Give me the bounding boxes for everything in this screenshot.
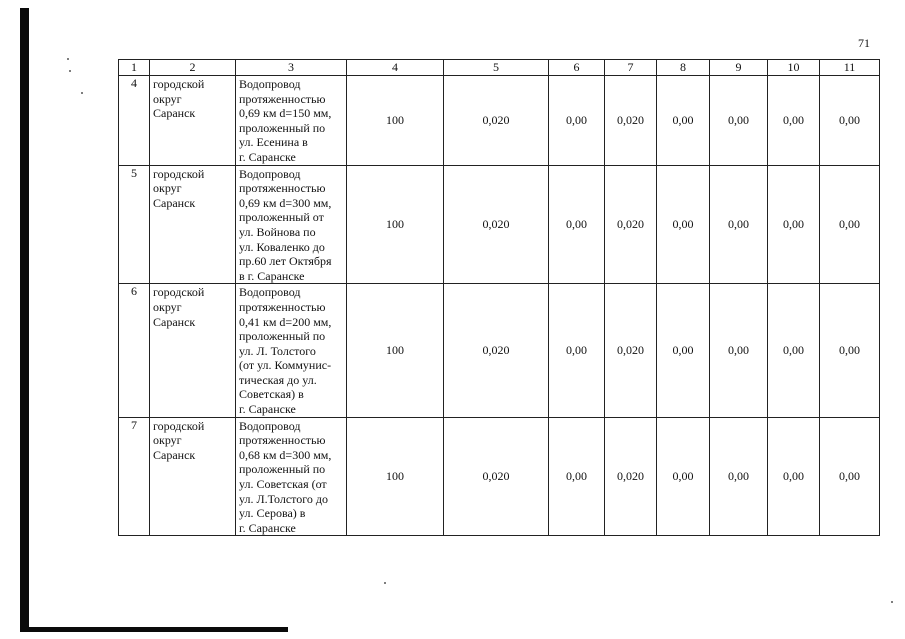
value-cell: 0,00 xyxy=(820,284,880,417)
row-number: 5 xyxy=(119,165,150,284)
value-cell: 0,020 xyxy=(444,76,549,166)
description-line: в г. Саранске xyxy=(239,268,305,283)
value-cell: 100 xyxy=(347,417,444,536)
header-cell: 3 xyxy=(236,60,347,76)
scan-speck xyxy=(69,70,71,72)
description-line: г. Саранске xyxy=(239,149,296,164)
region-cell xyxy=(150,76,236,166)
description-line: 0,41 км d=200 мм, xyxy=(239,314,332,329)
header-cell: 9 xyxy=(710,60,768,76)
description-line: ул. Коваленко до xyxy=(239,239,325,254)
row-number: 7 xyxy=(119,417,150,536)
description-line: 0,68 км d=300 мм, xyxy=(239,447,332,462)
header-cell: 1 xyxy=(119,60,150,76)
description-line: Водопровод xyxy=(239,77,301,91)
value-cell: 0,020 xyxy=(605,76,657,166)
header-cell: 11 xyxy=(820,60,880,76)
table-body xyxy=(119,76,880,536)
value-cell: 0,00 xyxy=(710,417,768,536)
region-line: Саранск xyxy=(153,106,196,121)
description-line: г. Саранске xyxy=(239,520,296,535)
value-cell: 0,00 xyxy=(820,165,880,284)
description-line: (от ул. Коммунис- xyxy=(239,358,332,373)
header-cell: 7 xyxy=(605,60,657,76)
description-line: протяженностью xyxy=(239,299,326,314)
description-line: г. Саранске xyxy=(239,402,296,417)
scan-speck xyxy=(891,601,893,603)
description-line: ул. Войнова по xyxy=(239,224,316,239)
value-cell: 100 xyxy=(347,284,444,417)
description-line: проложенный по xyxy=(239,329,326,344)
data-table xyxy=(118,59,880,536)
value-cell: 0,00 xyxy=(768,417,820,536)
value-cell: 0,020 xyxy=(605,165,657,284)
scan-speck xyxy=(81,92,83,94)
value-cell: 0,00 xyxy=(768,165,820,284)
value-cell: 0,020 xyxy=(444,417,549,536)
header-cell: 6 xyxy=(549,60,605,76)
description-line: ул. Советская (от xyxy=(239,477,327,492)
description-line: проложенный по xyxy=(239,120,326,135)
description-line: ул. Л.Толстого до xyxy=(239,491,328,506)
region-cell xyxy=(150,284,236,417)
description-line: ул. Л. Толстого xyxy=(239,343,316,358)
value-cell: 0,00 xyxy=(657,165,710,284)
description-cell xyxy=(236,284,347,417)
value-cell: 0,00 xyxy=(549,284,605,417)
region-line: Саранск xyxy=(153,447,196,462)
region-line: округ xyxy=(153,299,182,314)
description-cell xyxy=(236,76,347,166)
scan-edge-left xyxy=(20,8,29,632)
value-cell: 0,00 xyxy=(820,76,880,166)
table-row xyxy=(119,417,880,536)
region-cell xyxy=(150,417,236,536)
region-line: округ xyxy=(153,433,182,448)
region-line: городской xyxy=(153,166,205,181)
description-line: ул. Есенина в xyxy=(239,135,308,150)
description-line: проложенный от xyxy=(239,210,324,225)
description-line: протяженностью xyxy=(239,433,326,448)
description-line: проложенный по xyxy=(239,462,326,477)
description-line: 0,69 км d=150 мм, xyxy=(239,106,332,121)
value-cell: 100 xyxy=(347,165,444,284)
value-cell: 0,00 xyxy=(710,76,768,166)
page-number: 71 xyxy=(858,36,870,50)
scan-edge-bottom xyxy=(20,627,288,632)
header-row xyxy=(119,60,880,76)
region-line: городской xyxy=(153,285,205,300)
value-cell: 0,00 xyxy=(710,165,768,284)
region-line: Саранск xyxy=(153,195,196,210)
header-cell: 10 xyxy=(768,60,820,76)
scan-speck xyxy=(384,582,386,584)
region-line: городской xyxy=(153,77,205,91)
description-cell xyxy=(236,165,347,284)
description-line: ул. Серова) в xyxy=(239,506,306,521)
region-cell xyxy=(150,165,236,284)
row-number: 4 xyxy=(119,76,150,166)
header-cell: 4 xyxy=(347,60,444,76)
description-line: тическая до ул. xyxy=(239,372,317,387)
description-line: 0,69 км d=300 мм, xyxy=(239,195,332,210)
value-cell: 0,00 xyxy=(820,417,880,536)
value-cell: 0,00 xyxy=(657,76,710,166)
value-cell: 0,020 xyxy=(444,284,549,417)
description-line: протяженностью xyxy=(239,91,326,106)
header-cell: 5 xyxy=(444,60,549,76)
value-cell: 0,00 xyxy=(549,76,605,166)
value-cell: 0,00 xyxy=(549,417,605,536)
description-line: протяженностью xyxy=(239,181,326,196)
table-row xyxy=(119,284,880,417)
value-cell: 0,020 xyxy=(605,284,657,417)
value-cell: 0,00 xyxy=(768,76,820,166)
region-line: Саранск xyxy=(153,314,196,329)
description-line: Водопровод xyxy=(239,166,301,181)
value-cell: 0,020 xyxy=(444,165,549,284)
table-row xyxy=(119,165,880,284)
scan-speck xyxy=(67,58,69,60)
table-row xyxy=(119,76,880,166)
description-line: пр.60 лет Октября xyxy=(239,254,332,269)
description-line: Водопровод xyxy=(239,418,301,433)
value-cell: 100 xyxy=(347,76,444,166)
description-line: Водопровод xyxy=(239,285,301,300)
value-cell: 0,00 xyxy=(549,165,605,284)
region-line: округ xyxy=(153,181,182,196)
value-cell: 0,00 xyxy=(710,284,768,417)
region-line: городской xyxy=(153,418,205,433)
value-cell: 0,00 xyxy=(657,284,710,417)
region-line: округ xyxy=(153,91,182,106)
description-line: Советская) в xyxy=(239,387,304,402)
value-cell: 0,020 xyxy=(605,417,657,536)
description-cell xyxy=(236,417,347,536)
value-cell: 0,00 xyxy=(768,284,820,417)
value-cell: 0,00 xyxy=(657,417,710,536)
header-cell: 8 xyxy=(657,60,710,76)
table-header xyxy=(119,60,880,76)
header-cell: 2 xyxy=(150,60,236,76)
row-number: 6 xyxy=(119,284,150,417)
